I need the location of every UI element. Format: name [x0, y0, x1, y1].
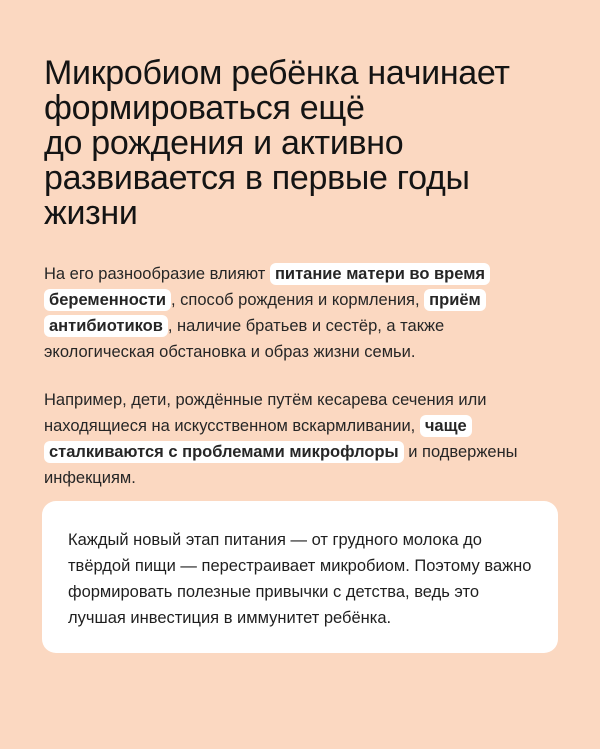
example-paragraph — [44, 387, 556, 491]
paragraph-text: Например, дети, рождённые путём кесарева сечения или находящиеся на искусственном вскармливании, — [44, 391, 487, 435]
highlight-antibiotics: приём антибиотиков — [44, 289, 486, 337]
highlight-microflora-problems: чаще сталкиваются с проблемами микрофлоры — [44, 415, 472, 463]
title-line: до рождения и активно — [44, 124, 404, 162]
paragraph-text: , способ рождения и кормления, — [170, 291, 425, 309]
slide-title — [44, 56, 556, 231]
highlight-maternal-nutrition: питание матери во время беременности — [44, 263, 490, 311]
title-line: Микробиом ребёнка начинает — [44, 54, 510, 92]
info-card — [42, 501, 558, 653]
influences-paragraph — [44, 261, 556, 365]
paragraph-text: , наличие братьев и сестёр, а также экологическая обстановка и образ жизни семьи. — [44, 317, 445, 361]
title-line: развивается в первые годы — [44, 159, 470, 197]
card-text: Каждый новый этап питания — от грудного молока до твёрдой пищи — перестраивает микробиом. Поэтому важно формировать полезные привычки с детства, ведь это лучшая инвестиция в иммунитет ребёнка. — [68, 531, 532, 627]
paragraph-text: и подвержены инфекциям. — [44, 443, 518, 487]
title-line: формироваться ещё — [44, 89, 365, 127]
title-line: жизни — [44, 194, 138, 232]
paragraph-text: На его разнообразие влияют — [44, 265, 270, 283]
